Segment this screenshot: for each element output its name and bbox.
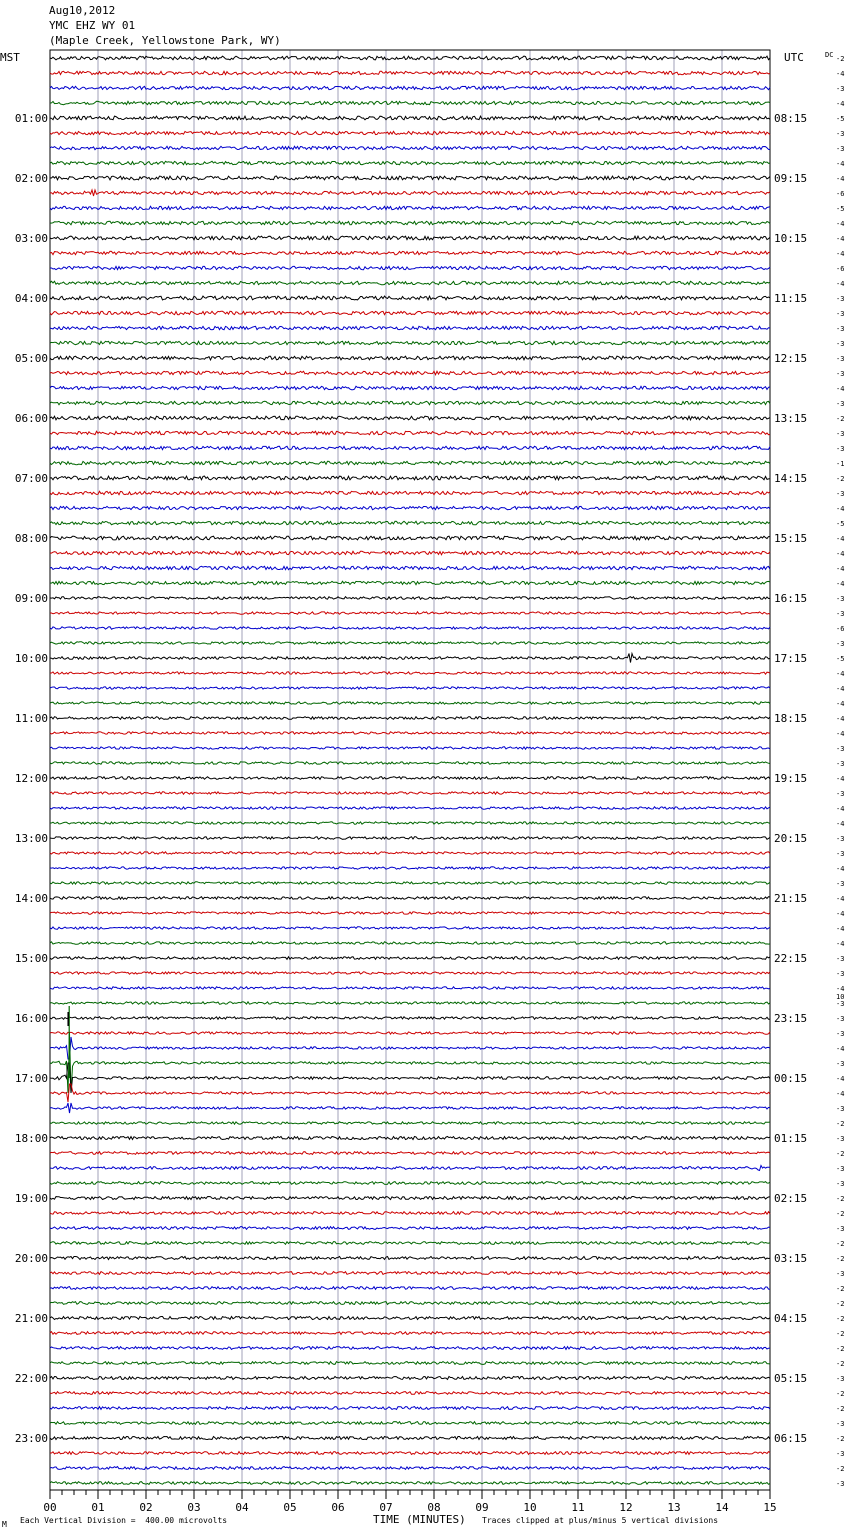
dc-offset-value: -3 xyxy=(836,1165,845,1173)
dc-offset-value: -3 xyxy=(836,595,845,603)
dc-offset-value: -3 xyxy=(836,1135,845,1143)
trace-row xyxy=(50,1287,770,1290)
trace-row xyxy=(50,461,770,464)
utc-hour-label: 11:15 xyxy=(774,292,808,305)
dc-offset-value: -4 xyxy=(836,100,845,108)
trace-row xyxy=(50,581,770,584)
dc-offset-value: -4 xyxy=(836,70,845,78)
dc-offset-value: -6 xyxy=(836,265,845,273)
trace-row xyxy=(50,506,770,509)
trace-row xyxy=(50,597,770,600)
x-tick-label: 05 xyxy=(283,1501,297,1514)
trace-row xyxy=(50,401,770,404)
utc-hour-label: 13:15 xyxy=(774,412,808,425)
dc-offset-value: -3 xyxy=(836,610,845,618)
trace-row xyxy=(50,987,770,989)
dc-offset-value: -4 xyxy=(836,820,845,828)
dc-offset-value: -3 xyxy=(836,295,845,303)
dc-offset-value: -3 xyxy=(836,490,845,498)
trace-row xyxy=(50,852,770,854)
dc-offset-value: -3 xyxy=(836,1030,845,1038)
dc-offset-value: -6 xyxy=(836,625,845,633)
trace-row xyxy=(50,236,770,240)
dc-offset-value: -5 xyxy=(836,115,845,123)
dc-offset-value: -4 xyxy=(836,1075,845,1083)
x-tick-label: 00 xyxy=(43,1501,57,1514)
trace-row xyxy=(50,311,770,314)
x-axis-title: TIME (MINUTES) xyxy=(373,1513,466,1526)
dc-offset-value: -4 xyxy=(836,505,845,513)
trace-row xyxy=(50,1362,770,1365)
trace-row xyxy=(50,1482,770,1485)
trace-row xyxy=(50,566,770,569)
dc-offset-value: -3 xyxy=(836,1480,845,1488)
dc-offset-value: -4 xyxy=(836,250,845,258)
dc-offset-value: -3 xyxy=(836,1270,845,1278)
dc-offset-value: -3 xyxy=(836,790,845,798)
trace-row xyxy=(50,942,770,944)
mst-hour-label: 08:00 xyxy=(14,532,48,545)
trace-row xyxy=(50,897,770,900)
dc-offset-value: -3 xyxy=(836,430,845,438)
mst-hour-label: 10:00 xyxy=(14,652,48,665)
utc-hour-label: 04:15 xyxy=(774,1312,808,1325)
mst-hour-label: 15:00 xyxy=(14,952,48,965)
x-tick-label: 09 xyxy=(475,1501,489,1514)
dc-offset-value: -4 xyxy=(836,685,845,693)
trace-row xyxy=(50,251,770,254)
x-tick-label: 15 xyxy=(763,1501,777,1514)
dc-offset-value: -4 xyxy=(836,580,845,588)
dc-offset-value: -4 xyxy=(836,730,845,738)
utc-hour-label: 06:15 xyxy=(774,1432,808,1445)
trace-row xyxy=(50,807,770,809)
trace-row xyxy=(50,882,770,884)
trace-row xyxy=(50,536,770,540)
dc-offset-value: -3 xyxy=(836,1180,845,1188)
mst-hour-label: 02:00 xyxy=(14,172,48,185)
trace-row xyxy=(50,672,770,674)
trace-row xyxy=(50,1392,770,1395)
trace-row xyxy=(50,281,770,284)
trace-row xyxy=(50,206,770,209)
mst-hour-label: 17:00 xyxy=(14,1072,48,1085)
trace-row xyxy=(50,1212,770,1215)
utc-hour-label: 08:15 xyxy=(774,112,808,125)
trace-row xyxy=(50,927,770,929)
dc-offset-value: -2 xyxy=(836,1390,845,1398)
dc-offset-value: -2 xyxy=(836,1120,845,1128)
dc-offset-value: -2 xyxy=(836,1285,845,1293)
mst-hour-label: 05:00 xyxy=(14,352,48,365)
dc-offset-value: -3 xyxy=(836,355,845,363)
trace-row xyxy=(50,266,770,269)
dc-offset-value: -2 xyxy=(836,1300,845,1308)
trace-row xyxy=(50,356,770,360)
dc-offset-value: -2 xyxy=(836,1315,845,1323)
mst-hour-label: 07:00 xyxy=(14,472,48,485)
dc-offset-value: -4 xyxy=(836,1045,845,1053)
utc-hour-label: 15:15 xyxy=(774,532,808,545)
trace-row xyxy=(50,1103,770,1113)
trace-row xyxy=(50,491,770,494)
trace-row xyxy=(50,777,770,780)
utc-hour-label: 05:15 xyxy=(774,1372,808,1385)
utc-hour-label: 00:15 xyxy=(774,1072,808,1085)
x-tick-label: 14 xyxy=(715,1501,729,1514)
trace-row xyxy=(50,717,770,720)
dc-offset-value: -2 xyxy=(836,1240,845,1248)
trace-row xyxy=(50,431,770,434)
dc-offset-value: -3 xyxy=(836,445,845,453)
x-tick-label: 12 xyxy=(619,1501,633,1514)
dc-offset-value: -4 xyxy=(836,700,845,708)
mst-hour-label: 20:00 xyxy=(14,1252,48,1265)
trace-row xyxy=(50,792,770,794)
mst-hour-label: 03:00 xyxy=(14,232,48,245)
dc-offset-value: -3 xyxy=(836,1105,845,1113)
dc-offset-value: -3 xyxy=(836,835,845,843)
dc-offset-value: -3 xyxy=(836,370,845,378)
dc-offset-value: -4 xyxy=(836,775,845,783)
trace-row xyxy=(50,642,770,644)
mst-hour-label: 09:00 xyxy=(14,592,48,605)
trace-row xyxy=(50,1197,770,1200)
trace-row xyxy=(50,732,770,734)
trace-row xyxy=(50,1182,770,1185)
trace-row xyxy=(50,1242,770,1245)
trace-row xyxy=(50,1302,770,1305)
trace-row xyxy=(50,1452,770,1455)
utc-hour-label: 09:15 xyxy=(774,172,808,185)
trace-row xyxy=(50,116,770,120)
trace-row xyxy=(50,1166,770,1171)
dc-offset-value: -4 xyxy=(836,910,845,918)
utc-hour-label: 03:15 xyxy=(774,1252,808,1265)
dc-offset-value: -4 xyxy=(836,670,845,678)
trace-row xyxy=(50,1347,770,1350)
x-tick-label: 03 xyxy=(187,1501,201,1514)
trace-row xyxy=(50,627,770,629)
utc-hour-label: 10:15 xyxy=(774,232,808,245)
dc-offset-value: -4 xyxy=(836,1090,845,1098)
dc-offset-value: -4 xyxy=(836,805,845,813)
trace-row xyxy=(50,521,770,524)
mst-hour-label: 06:00 xyxy=(14,412,48,425)
dc-offset-value: -3 xyxy=(836,325,845,333)
trace-row xyxy=(50,1137,770,1140)
utc-hour-label: 12:15 xyxy=(774,352,808,365)
dc-offset-value: -4 xyxy=(836,925,845,933)
dc-offset-value: -3 xyxy=(836,130,845,138)
dc-offset-value: -2 xyxy=(836,1210,845,1218)
trace-row xyxy=(50,1037,770,1059)
x-tick-label: 02 xyxy=(139,1501,153,1514)
trace-row xyxy=(50,1257,770,1260)
trace-row xyxy=(50,86,770,89)
x-ticks xyxy=(50,1490,770,1499)
dc-offset-value: -3 xyxy=(836,955,845,963)
dc-offset-value: -3 xyxy=(836,640,845,648)
station-location: (Maple Creek, Yellowstone Park, WY) xyxy=(49,34,281,47)
trace-row xyxy=(50,1227,770,1230)
trace-row xyxy=(50,972,770,974)
mst-axis-label: MST xyxy=(0,51,20,64)
dc-offset-value: 10 xyxy=(836,993,845,1001)
utc-hour-label: 18:15 xyxy=(774,712,808,725)
x-tick-label: 10 xyxy=(523,1501,537,1514)
mst-hour-label: 22:00 xyxy=(14,1372,48,1385)
trace-row xyxy=(50,1407,770,1410)
trace-row xyxy=(50,176,770,180)
dc-offset-value: -3 xyxy=(836,850,845,858)
dc-offset-value: -2 xyxy=(836,1255,845,1263)
dc-offset-value: -3 xyxy=(836,880,845,888)
utc-hour-label: 02:15 xyxy=(774,1192,808,1205)
dc-offset-value: -3 xyxy=(836,400,845,408)
trace-row xyxy=(50,867,770,869)
dc-offset-value: -4 xyxy=(836,940,845,948)
trace-row xyxy=(50,296,770,300)
trace-row xyxy=(50,1437,770,1440)
dc-offset-value: -4 xyxy=(836,280,845,288)
dc-offset-value: -3 xyxy=(836,1015,845,1023)
trace-row xyxy=(50,762,770,764)
dc-offset-value: -4 xyxy=(836,550,845,558)
mst-hour-label: 11:00 xyxy=(14,712,48,725)
utc-hour-label: 16:15 xyxy=(774,592,808,605)
dc-offset-value: -5 xyxy=(836,655,845,663)
dc-offset-value: -5 xyxy=(836,205,845,213)
dc-offset-value: -4 xyxy=(836,160,845,168)
mst-hour-label: 01:00 xyxy=(14,112,48,125)
utc-hour-label: 22:15 xyxy=(774,952,808,965)
dc-offset-value: -2 xyxy=(836,475,845,483)
corner-mark: M xyxy=(2,1520,7,1529)
dc-offset-value: -3 xyxy=(836,1375,845,1383)
x-tick-label: 01 xyxy=(91,1501,105,1514)
trace-row xyxy=(50,822,770,824)
dc-offset-value: -3 xyxy=(836,310,845,318)
trace-row xyxy=(50,1017,770,1020)
x-tick-label: 06 xyxy=(331,1501,345,1514)
utc-hour-label: 23:15 xyxy=(774,1012,808,1025)
dc-offset-value: -4 xyxy=(836,895,845,903)
mst-hour-label: 18:00 xyxy=(14,1132,48,1145)
dc-offset-value: -3 xyxy=(836,1450,845,1458)
trace-row xyxy=(50,131,770,134)
dc-offset-value: -3 xyxy=(836,85,845,93)
mst-hour-label: 23:00 xyxy=(14,1432,48,1445)
dc-offset-value: -2 xyxy=(836,1435,845,1443)
dc-offset-value: -4 xyxy=(836,235,845,243)
x-tick-label: 07 xyxy=(379,1501,393,1514)
dc-offset-value: -6 xyxy=(836,190,845,198)
trace-row xyxy=(50,371,770,374)
dc-offset-value: -2 xyxy=(836,1405,845,1413)
trace-row xyxy=(50,221,770,224)
trace-row xyxy=(50,476,770,480)
trace-row xyxy=(50,654,770,663)
utc-axis-label: UTC xyxy=(784,51,804,64)
clip-note: Traces clipped at plus/minus 5 vertical divisions xyxy=(482,1516,719,1525)
dc-offset-value: -2 xyxy=(836,1195,845,1203)
trace-row xyxy=(50,1032,770,1034)
trace-row xyxy=(50,1467,770,1470)
trace-row xyxy=(50,146,770,149)
trace-row xyxy=(50,446,770,449)
trace-row xyxy=(50,837,770,840)
trace-row xyxy=(50,1332,770,1335)
dc-offset-value: -2 xyxy=(836,1345,845,1353)
trace-row xyxy=(50,1272,770,1275)
trace-row xyxy=(50,341,770,344)
dc-offset-value: -4 xyxy=(836,220,845,228)
dc-offset-value: -4 xyxy=(836,715,845,723)
dc-offset-value: -2 xyxy=(836,1150,845,1158)
dc-offset-value: -2 xyxy=(836,1465,845,1473)
trace-row xyxy=(50,687,770,689)
station-id: YMC EHZ WY 01 xyxy=(49,19,136,32)
x-tick-label: 08 xyxy=(427,1501,441,1514)
mst-hour-label: 13:00 xyxy=(14,832,48,845)
dc-offset-value: -3 xyxy=(836,760,845,768)
x-tick-label: 13 xyxy=(667,1501,681,1514)
x-tick-label: 04 xyxy=(235,1501,249,1514)
utc-hour-label: 17:15 xyxy=(774,652,808,665)
trace-row xyxy=(50,747,770,749)
mst-hour-label: 16:00 xyxy=(14,1012,48,1025)
dc-offset-value: -3 xyxy=(836,745,845,753)
trace-row xyxy=(50,161,770,164)
dc-offset-value: -4 xyxy=(836,385,845,393)
dc-offset-value: -3 xyxy=(836,970,845,978)
trace-row xyxy=(50,56,770,60)
dc-offset-value: -3 xyxy=(836,1225,845,1233)
trace-row xyxy=(50,386,770,389)
grid-lines xyxy=(98,50,722,1490)
dc-offset-value: -1 xyxy=(836,460,845,468)
utc-hour-label: 20:15 xyxy=(774,832,808,845)
trace-row xyxy=(50,71,770,74)
dc-offset-value: -3 xyxy=(836,340,845,348)
trace-row xyxy=(50,190,770,196)
utc-hour-label: 21:15 xyxy=(774,892,808,905)
dc-offset-value: -5 xyxy=(836,520,845,528)
trace-row xyxy=(50,1317,770,1320)
dc-offset-value: -2 xyxy=(836,1330,845,1338)
trace-row xyxy=(50,612,770,614)
dc-offset-value: -2 xyxy=(836,415,845,423)
trace-row xyxy=(50,416,770,420)
trace-row xyxy=(50,1033,770,1093)
trace-row xyxy=(50,551,770,554)
plot-date: Aug10,2012 xyxy=(49,4,116,17)
dc-offset-value: -3 xyxy=(836,1000,845,1008)
dc-offset-value: -3 xyxy=(836,145,845,153)
mst-hour-label: 04:00 xyxy=(14,292,48,305)
dc-offset-value: -4 xyxy=(836,565,845,573)
dc-offset-value: -3 xyxy=(836,1060,845,1068)
mst-hour-label: 21:00 xyxy=(14,1312,48,1325)
utc-hour-label: 01:15 xyxy=(774,1132,808,1145)
dc-offset-value: -2 xyxy=(836,1360,845,1368)
mst-hour-label: 19:00 xyxy=(14,1192,48,1205)
trace-row xyxy=(50,702,770,704)
mst-hour-label: 14:00 xyxy=(14,892,48,905)
trace-row xyxy=(50,1063,770,1093)
utc-hour-label: 14:15 xyxy=(774,472,808,485)
dc-offset-value: -4 xyxy=(836,985,845,993)
x-tick-label: 11 xyxy=(571,1501,585,1514)
mst-hour-label: 12:00 xyxy=(14,772,48,785)
trace-row xyxy=(50,1422,770,1425)
dc-offset-value: -3 xyxy=(836,1420,845,1428)
dc-offset-value: -4 xyxy=(836,175,845,183)
trace-row xyxy=(50,1152,770,1155)
dc-offset-value: -4 xyxy=(836,535,845,543)
trace-row xyxy=(50,912,770,914)
dc-label: DC xyxy=(825,51,834,59)
trace-row xyxy=(50,1122,770,1124)
trace-row xyxy=(50,1084,770,1102)
dc-offset-value: -2 xyxy=(836,55,845,63)
trace-row xyxy=(50,1377,770,1380)
trace-row xyxy=(50,101,770,104)
scale-note: Each Vertical Division = 400.00 microvolts xyxy=(20,1516,228,1525)
utc-hour-label: 19:15 xyxy=(774,772,808,785)
trace-row xyxy=(50,326,770,329)
trace-row xyxy=(50,1002,770,1004)
trace-row xyxy=(50,957,770,960)
dc-offset-value: -4 xyxy=(836,865,845,873)
